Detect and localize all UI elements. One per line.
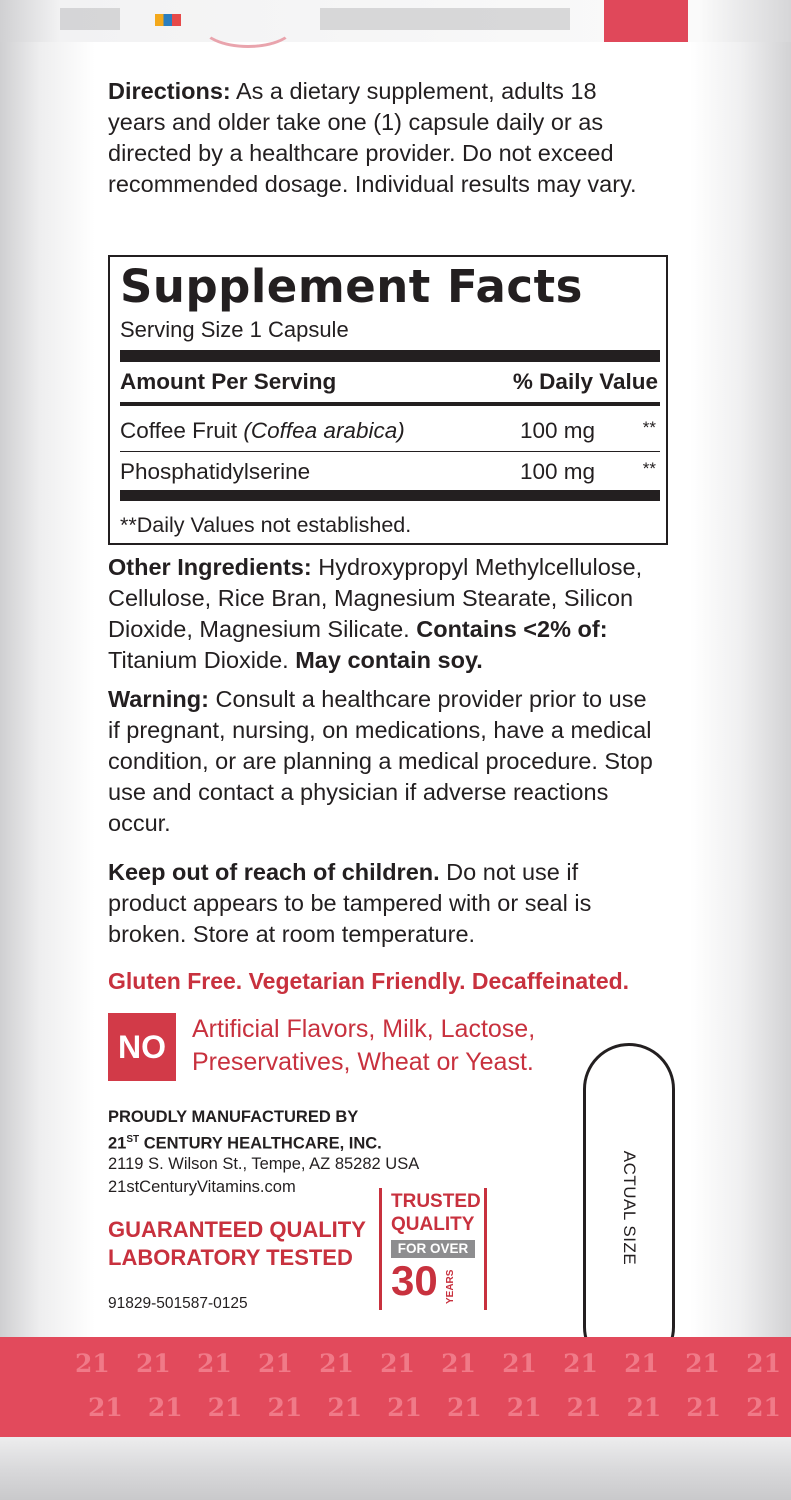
actual-size-capsule: [583, 1043, 675, 1373]
badge-quality: QUALITY: [391, 1214, 475, 1235]
badge-left-bar: [379, 1188, 382, 1310]
keep-out-label: Keep out of reach of children.: [108, 859, 440, 885]
other-ingredients-paragraph: [108, 552, 648, 676]
badge-number: 30: [391, 1257, 438, 1304]
top-arc-decoration: [200, 2, 296, 48]
pattern-21: 21: [147, 1393, 183, 1422]
facts-bottom-rule: [120, 490, 660, 501]
no-badge: NO: [108, 1013, 176, 1081]
directions-paragraph: [108, 76, 648, 200]
pattern-21: 21: [327, 1393, 363, 1422]
badge-years: YEARS: [445, 1269, 456, 1304]
pattern-21: 21: [258, 1349, 293, 1378]
pattern-21: 21: [746, 1393, 781, 1422]
capsule-label: ACTUAL SIZE: [620, 1150, 639, 1266]
contains-label: Contains <2% of:: [416, 616, 608, 642]
facts-row-dv: **: [642, 418, 656, 437]
pattern-21: 21: [380, 1349, 415, 1378]
pattern-21: 21: [563, 1349, 598, 1378]
facts-row-amount: 100 mg: [520, 418, 596, 443]
pattern-21: 21: [88, 1393, 123, 1422]
guarantee-line-2: LABORATORY TESTED: [108, 1245, 353, 1270]
daily-value-header: % Daily Value: [512, 369, 658, 394]
pattern-21: 21: [387, 1393, 422, 1422]
pattern-21: 21: [136, 1349, 171, 1378]
keep-out-paragraph: [108, 857, 638, 950]
keep-out-text: Do not use if product appears to be tampered with or seal is broken. Store at room temperature.: [108, 859, 592, 947]
manufacturer-company: [108, 1129, 382, 1155]
facts-row-amount: 100 mg: [520, 459, 596, 484]
manufacturer-address: 2119 S. Wilson St., Tempe, AZ 85282 USA: [108, 1155, 420, 1173]
pattern-21: 21: [267, 1393, 303, 1422]
pattern-row-2: [0, 1393, 791, 1422]
contains-text: Titanium Dioxide.: [108, 647, 296, 673]
claims-line: Gluten Free. Vegetarian Friendly. Decaffeinated.: [108, 968, 630, 994]
top-red-tab: [604, 0, 688, 42]
color-bar-icon: [155, 14, 181, 26]
guarantee-line-1: GUARANTEED QUALITY: [108, 1217, 366, 1242]
no-line-1: Artificial Flavors, Milk, Lactose,: [192, 1015, 536, 1043]
pattern-21: 21: [207, 1393, 243, 1422]
badge-right-bar: [484, 1188, 487, 1310]
facts-footnote: **Daily Values not established.: [120, 513, 412, 537]
badge-trusted: TRUSTED: [391, 1191, 481, 1212]
facts-row-name-text: Coffee Fruit: [120, 418, 244, 443]
top-text-shape: [320, 8, 570, 30]
soy-allergen: May contain soy.: [295, 647, 483, 673]
warning-text: Consult a healthcare provider prior to use if pregnant, nursing, on medications, have a medical condition, or are planning a medical procedure. Stop use and contact a physician if adverse reactions occur.: [108, 686, 653, 836]
supplement-facts-title: Supplement Facts: [120, 260, 583, 313]
directions-text: As a dietary supplement, adults 18 years and older take one (1) capsule daily or as directed by a healthcare provider. Do not exceed recommended dosage. Individual results may vary.: [108, 78, 637, 197]
pattern-21: 21: [685, 1349, 720, 1378]
no-ingredients-list: [192, 1013, 535, 1079]
facts-thick-rule: [120, 350, 660, 362]
pattern-21: 21: [319, 1349, 354, 1378]
pattern-21: 21: [197, 1349, 232, 1378]
trusted-quality-badge: [379, 1188, 487, 1310]
top-label-strip: [0, 0, 791, 42]
pattern-21: 21: [506, 1393, 542, 1422]
amount-per-serving-header: Amount Per Serving: [120, 369, 337, 394]
facts-row-name: [120, 459, 310, 485]
pattern-21: 21: [624, 1349, 659, 1378]
supplement-facts-panel: [108, 255, 668, 545]
pattern-21: 21: [746, 1349, 781, 1378]
top-brand-shape: [60, 8, 120, 30]
pattern-band: [0, 1337, 791, 1437]
pattern-21: 21: [446, 1393, 482, 1422]
serving-size: Serving Size 1 Capsule: [120, 317, 349, 342]
other-ingredients-label: Other Ingredients:: [108, 554, 312, 580]
pattern-21: 21: [441, 1349, 476, 1378]
other-ingredients-text: Hydroxypropyl Methylcellulose, Cellulose, Rice Bran, Magnesium Stearate, Silicon Dioxide, Magnesium Silicate.: [108, 554, 643, 642]
warning-label: Warning:: [108, 686, 209, 712]
facts-row-dv: **: [642, 459, 656, 478]
company-superscript: ST: [126, 1134, 140, 1145]
badge-for-over: FOR OVER: [391, 1240, 475, 1258]
no-line-2: Preservatives, Wheat or Yeast.: [192, 1048, 534, 1076]
facts-row-divider: [120, 451, 660, 452]
facts-header-rule: [120, 402, 660, 406]
facts-row-name-italic: (Coffea arabica): [243, 418, 405, 443]
pattern-21: 21: [75, 1349, 110, 1378]
pattern-21: 21: [502, 1349, 537, 1378]
facts-row-name: [120, 418, 405, 444]
manufacturer-website: 21stCenturyVitamins.com: [108, 1178, 296, 1196]
pattern-21: 21: [566, 1393, 602, 1422]
company-name: CENTURY HEALTHCARE, INC.: [139, 1134, 382, 1153]
manufacturer-heading: PROUDLY MANUFACTURED BY: [108, 1108, 359, 1126]
product-code: 91829-501587-0125: [108, 1295, 248, 1312]
pattern-21: 21: [626, 1393, 662, 1422]
bottom-silver-edge: [0, 1437, 791, 1500]
company-prefix: 21: [108, 1134, 127, 1153]
pattern-21: 21: [686, 1393, 722, 1422]
warning-paragraph: [108, 684, 653, 839]
pattern-row-1: [0, 1349, 791, 1378]
facts-row-name-text: Phosphatidylserine: [120, 459, 311, 484]
directions-label: Directions:: [108, 78, 231, 104]
